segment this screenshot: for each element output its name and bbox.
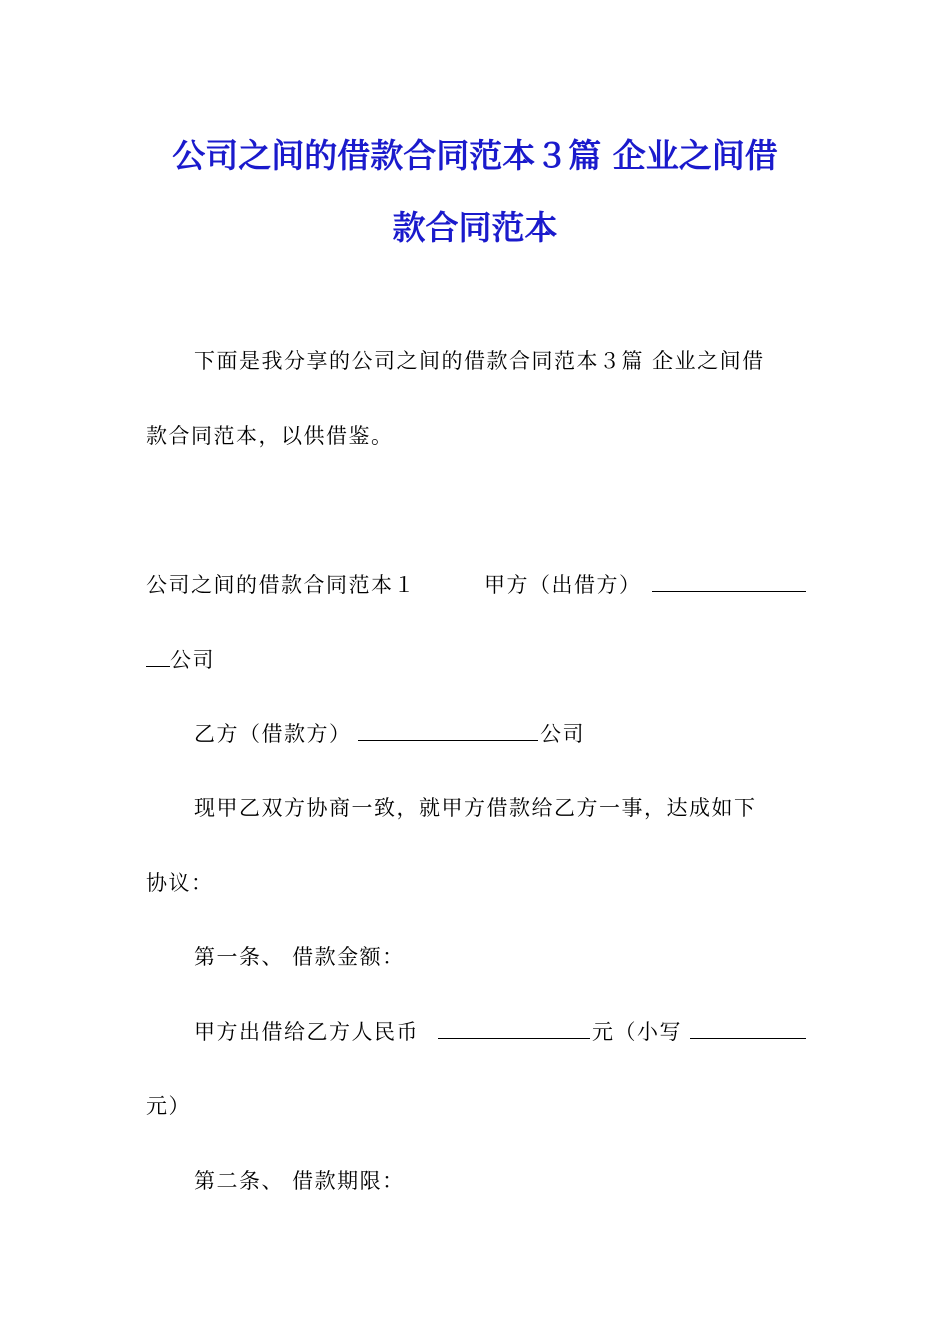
article-1-small-amount-blank [690, 1017, 806, 1047]
article-1-text-c: 元） [146, 1094, 191, 1118]
document-title-line-1: 公司之间的借款合同范本３篇 企业之间借 [172, 136, 778, 175]
article-1-text-b: 元（小写 [592, 1020, 682, 1044]
article-1-title: 第一条、 借款金额： [194, 945, 405, 969]
party-b-blank [358, 719, 538, 749]
intro-paragraph-line-1: 下面是我分享的公司之间的借款合同范本３篇 企业之间借 [194, 349, 765, 373]
article-2-title: 第二条、 借款期限： [194, 1169, 405, 1193]
intro-paragraph-line-2: 款合同范本，以供借鉴。 [146, 424, 394, 448]
article-1-amount-blank [438, 1017, 590, 1047]
contract-1-heading: 公司之间的借款合同范本１ [146, 573, 416, 597]
party-a-blank [652, 570, 806, 600]
agreement-line-1: 现甲乙双方协商一致，就甲方借款给乙方一事，达成如下 [194, 796, 757, 820]
document-title-line-2: 款合同范本 [392, 208, 558, 247]
party-a-blank-continued [146, 645, 170, 675]
agreement-line-2: 协议： [146, 871, 214, 895]
party-b-suffix: 公司 [540, 722, 585, 746]
article-1-text-a: 甲方出借给乙方人民币 [194, 1020, 419, 1044]
party-a-suffix: 公司 [170, 648, 215, 672]
party-b-label: 乙方（借款方） [194, 722, 352, 746]
party-a-label: 甲方（出借方） [484, 573, 642, 597]
